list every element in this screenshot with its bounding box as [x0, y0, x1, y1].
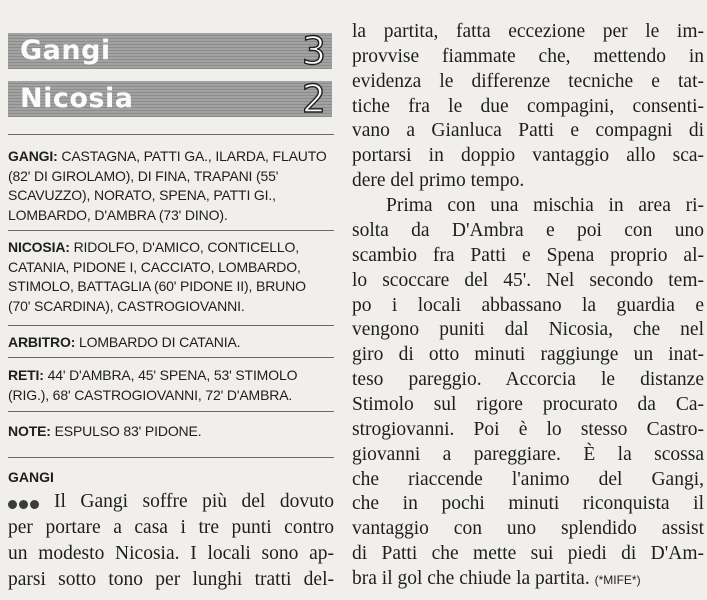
referee-info	[8, 333, 332, 353]
lineup-gangi-label: GANGI:	[8, 148, 58, 164]
left-column	[0, 0, 340, 600]
article-line: che in pochi minuti riconquista il	[352, 493, 704, 515]
article-line: tiche fra le due compagini, consenti-	[352, 95, 704, 117]
author-signature: (*MIFE*)	[594, 573, 641, 587]
scoreboard-row-away	[8, 77, 332, 121]
lineup-line: LOMBARDO, D'AMBRA (73' DINO).	[8, 206, 228, 223]
article-line: dere del primo tempo.	[352, 170, 525, 192]
lineup-line: CASTAGNA, PATTI GA., ILARDA, FLAUTO	[61, 148, 327, 164]
notes-info	[8, 422, 332, 442]
divider	[8, 230, 334, 231]
article-line: scambio fra Patti e Spena proprio al-	[352, 244, 704, 266]
home-team-name: Gangi	[20, 35, 111, 66]
article-line: solta da D'Ambra e poi con uno	[352, 219, 704, 241]
article-body-right	[352, 0, 704, 600]
notes-text: ESPULSO 83' PIDONE.	[54, 423, 202, 439]
article-line: provvise fiammate che, mettendo in	[352, 45, 704, 67]
article-line: vantaggio con uno splendido assist	[352, 518, 704, 540]
goals-info	[8, 366, 332, 405]
lineup-nicosia	[8, 238, 332, 316]
away-team-score: 2	[301, 77, 326, 121]
article-line: giro di otto minuti raggiunge un inat-	[352, 344, 704, 366]
lineup-gangi	[8, 147, 332, 225]
lineup-line: STIMOLO, BATTAGLIA (60' PIDONE II), BRUNO	[8, 278, 306, 294]
article-line: evidenza le differenze tecniche e tat-	[352, 70, 704, 92]
bullet-dots-icon	[8, 496, 48, 508]
article-line: giovanni a pareggiare. È la scossa	[352, 443, 704, 465]
article-line: di Patti che mette sui piedi di D'Am-	[352, 543, 704, 565]
divider	[8, 357, 334, 358]
article-line: teso pareggio. Accorcia le distanze	[352, 369, 704, 391]
goals-line: (RIG.), 68' CASTROGIOVANNI, 72' D'AMBRA.	[8, 386, 293, 403]
article-line: che riaccende l'animo del Gangi,	[352, 468, 704, 490]
article-line: Il Gangi soffre più del dovuto	[54, 491, 334, 512]
article-line: vengono puniti dal Nicosia, che nel	[352, 319, 704, 341]
article-line: vano a Gianluca Patti e compagni di	[352, 120, 704, 142]
article-line: parsi sotto tono per lunghi tratti del-	[8, 569, 334, 590]
away-team-name: Nicosia	[20, 83, 134, 114]
article-last-line	[352, 566, 641, 593]
article-kicker: GANGI	[8, 469, 54, 485]
article-line: portarsi in doppio vantaggio allo sca-	[352, 145, 704, 167]
lineup-line: CATANIA, PIDONE I, CACCIATO, LOMBARDO,	[8, 258, 301, 275]
home-team-score: 3	[301, 29, 326, 73]
lineup-line: (70' SCARDINA), CASTROGIOVANNI.	[8, 297, 245, 314]
article-line: po i locali abbassano la guardia e	[352, 294, 704, 316]
referee-name: LOMBARDO DI CATANIA.	[79, 334, 241, 350]
referee-label: ARBITRO:	[8, 334, 76, 350]
divider	[8, 134, 334, 135]
article-line: strogiovanni. Poi è lo stesso Castro-	[352, 418, 704, 440]
lineup-line: RIDOLFO, D'AMICO, CONTICELLO,	[73, 239, 300, 255]
goals-line: 44' D'AMBRA, 45' SPENA, 53' STIMOLO	[47, 367, 298, 383]
article-line: bra il gol che chiude la partita.	[352, 568, 590, 589]
article-line: Stimolo sul rigore procurato da Ca-	[352, 393, 704, 415]
lineup-line: SCAVUZZO), NORATO, SPENA, PATTI GI.,	[8, 187, 276, 203]
lineup-nicosia-label: NICOSIA:	[8, 239, 70, 255]
notes-label: NOTE:	[8, 423, 51, 439]
goals-label: RETI:	[8, 367, 44, 383]
divider	[8, 411, 334, 412]
article-line: Prima con una mischia in area ri-	[386, 195, 704, 217]
scoreboard-row-home	[8, 29, 332, 73]
article-line: la partita, fatta eccezione per le im-	[352, 21, 704, 42]
divider	[8, 325, 334, 326]
lineup-line: (82' DI GIROLAMO), DI FINA, TRAPANI (55'	[8, 167, 279, 184]
divider	[8, 457, 334, 458]
article-line: per portare a casa i tre punti contro	[8, 517, 334, 538]
article-line: lo scoccare del 45'. Nel secondo tem-	[352, 269, 704, 291]
article-line: un modesto Nicosia. I locali sono ap-	[8, 543, 334, 564]
